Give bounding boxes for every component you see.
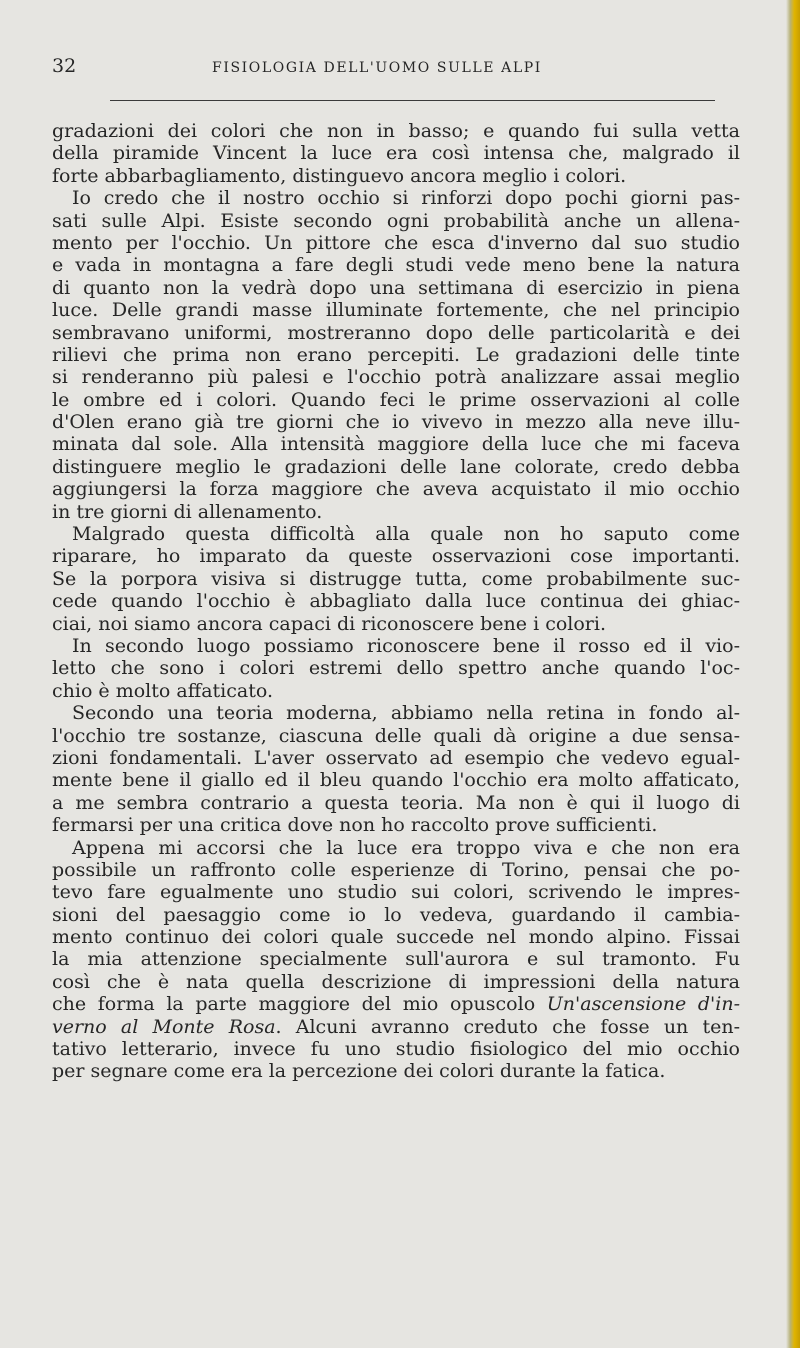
text-line: Io credo che il nostro occhio si rinforzi dopo pochi giorni pas- xyxy=(72,187,740,210)
book-title-italic: verno al Monte Rosa xyxy=(52,1015,276,1038)
text-line: d'Olen erano già tre giorni che io vivevo in mezzo alla neve illu- xyxy=(52,411,740,434)
text-line: zioni fondamentali. L'aver osservato ad esempio che vedevo egual- xyxy=(52,746,740,769)
text-line: letto che sono i colori estremi dello spettro anche quando l'oc- xyxy=(52,657,740,680)
text-line: luce. Delle grandi masse illuminate fortemente, che nel principio xyxy=(52,299,740,322)
text-line: sembravano uniformi, mostreranno dopo delle particolarità e dei xyxy=(52,321,740,344)
book-title-italic: Un'ascensione d'in- xyxy=(546,993,740,1016)
text-line: in tre giorni di allenamento. xyxy=(52,500,323,523)
text-line: sioni del paesaggio come io lo vedeva, guardando il cambia- xyxy=(52,903,740,926)
text-line: forte abbarbagliamento, distinguevo ancora meglio i colori. xyxy=(52,164,627,187)
text-line-with-title xyxy=(52,1016,740,1038)
text-line: della piramide Vincent la luce era così intensa che, malgrado il xyxy=(52,142,740,165)
text-line: ciai, noi siamo ancora capaci di riconoscere bene i colori. xyxy=(52,612,606,635)
text-line: rilievi che prima non erano percepiti. Le gradazioni delle tinte xyxy=(52,343,740,366)
text-line: tevo fare egualmente uno studio sui colori, scrivendo le impres- xyxy=(52,881,740,904)
text-line: e vada in montagna a fare degli studi vede meno bene la natura xyxy=(52,254,740,277)
text-line: distinguere meglio le gradazioni delle lane colorate, credo debba xyxy=(52,455,740,478)
header-rule xyxy=(110,100,715,101)
text-line: la mia attenzione specialmente sull'aurora e sul tramonto. Fu xyxy=(52,948,740,971)
text-line: tativo letterario, invece fu uno studio fisiologico del mio occhio xyxy=(52,1038,740,1061)
text-line: le ombre ed i colori. Quando feci le prime osservazioni al colle xyxy=(52,388,740,411)
text-line: chio è molto affaticato. xyxy=(52,679,273,702)
text-line: minata dal sole. Alla intensità maggiore della luce che mi faceva xyxy=(52,433,740,456)
text-line: mento per l'occhio. Un pittore che esca d'inverno dal suo studio xyxy=(52,231,740,254)
text-line: cede quando l'occhio è abbagliato dalla luce continua dei ghiac- xyxy=(52,590,740,613)
text-line: l'occhio tre sostanze, ciascuna delle quali dà origine a due sensa- xyxy=(52,724,740,747)
page-number: 32 xyxy=(52,55,77,77)
page-header xyxy=(52,55,732,85)
text-line: sati sulle Alpi. Esiste secondo ogni probabilità anche un allena- xyxy=(52,209,740,232)
text-line: a me sembra contrario a questa teoria. Ma non è qui il luogo di xyxy=(52,791,740,814)
text-segment: che forma la parte maggiore del mio opuscolo xyxy=(52,993,536,1016)
text-line: così che è nata quella descrizione di impressioni della natura xyxy=(52,970,740,993)
text-line: riparare, ho imparato da queste osservazioni cose importanti. xyxy=(52,545,740,568)
text-line: di quanto non la vedrà dopo una settimana di esercizio in piena xyxy=(52,276,740,299)
text-segment: . Alcuni avranno creduto che fosse un ten- xyxy=(275,1015,741,1038)
text-line: per segnare come era la percezione dei colori durante la fatica. xyxy=(52,1060,666,1083)
text-line: Malgrado questa difficoltà alla quale non ho saputo come xyxy=(72,523,740,546)
body-text xyxy=(52,120,740,1083)
running-title: FISIOLOGIA DELL'UOMO SULLE ALPI xyxy=(212,60,542,76)
text-line: gradazioni dei colori che non in basso; e quando fui sulla vetta xyxy=(52,120,740,142)
text-line: aggiungersi la forza maggiore che aveva acquistato il mio occhio xyxy=(52,478,740,501)
text-line: Secondo una teoria moderna, abbiamo nella retina in fondo al- xyxy=(72,702,740,725)
text-line: fermarsi per una critica dove non ho raccolto prove sufficienti. xyxy=(52,814,658,837)
text-line: mento continuo dei colori quale succede nel mondo alpino. Fissai xyxy=(52,926,740,949)
text-line: possibile un raffronto colle esperienze di Torino, pensai che po- xyxy=(52,858,740,881)
page-edge xyxy=(786,0,800,1348)
text-line-with-title xyxy=(52,993,740,1015)
text-line: Se la porpora visiva si distrugge tutta, come probabilmente suc- xyxy=(52,567,740,590)
text-line: In secondo luogo possiamo riconoscere bene il rosso ed il vio- xyxy=(72,634,740,657)
text-line: Appena mi accorsi che la luce era troppo viva e che non era xyxy=(72,836,740,859)
text-line: mente bene il giallo ed il bleu quando l'occhio era molto affaticato, xyxy=(52,769,740,792)
text-line: si renderanno più palesi e l'occhio potrà analizzare assai meglio xyxy=(52,366,740,389)
